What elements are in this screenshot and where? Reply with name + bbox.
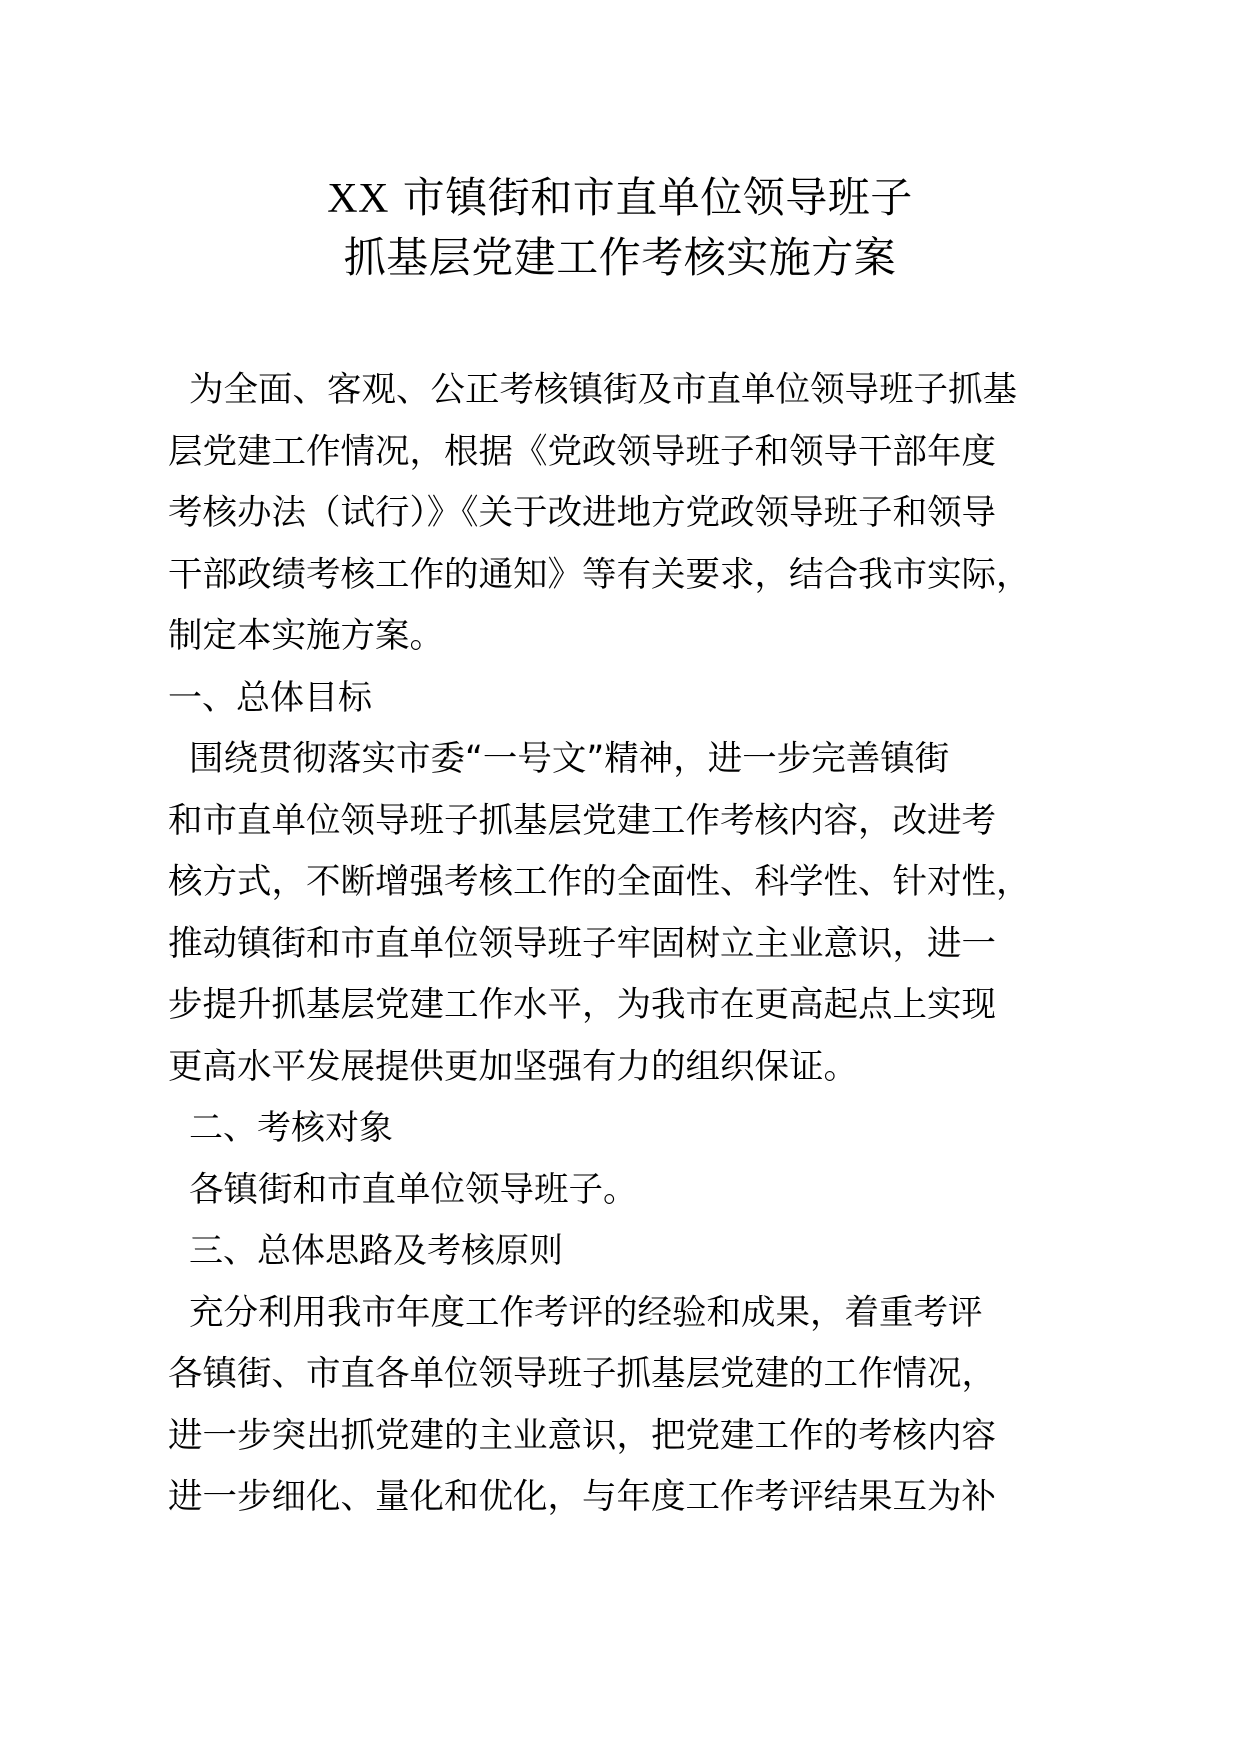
section-heading: 三、总体思路及考核原则: [189, 1231, 563, 1271]
section-heading: 二、考核对象: [189, 1108, 393, 1148]
intro-paragraph: [168, 360, 1068, 668]
paragraph-line: 各镇街和市直单位领导班子。: [189, 1169, 638, 1210]
paragraph-line: 层党建工作情况，根据《党政领导班子和领导干部年度: [168, 431, 996, 472]
paragraph-line: 干部政绩考核工作的通知》等有关要求，结合我市实际，: [168, 554, 1031, 595]
paragraph-line: 核方式，不断增强考核工作的全面性、科学性、针对性，: [168, 862, 1031, 902]
paragraph-line: 制定本实施方案。: [168, 616, 444, 656]
paragraph-line: 考核办法（试行）》《关于改进地方党政领导班子和领导: [168, 493, 996, 533]
section-overall-goal: [168, 668, 1068, 1099]
title-line-1-text: 市镇街和市直单位领导班子: [388, 173, 913, 222]
paragraph-line: 进一步突出抓党建的主业意识，把党建工作的考核内容: [168, 1415, 996, 1456]
section-approach-and-principles: [168, 1221, 1068, 1529]
paragraph-line: 进一步细化、量化和优化，与年度工作考评结果互为补: [168, 1477, 996, 1517]
title-line-1: [0, 168, 1240, 228]
paragraph-line: 步提升抓基层党建工作水平，为我市在更高起点上实现: [168, 985, 996, 1025]
paragraph-line: 更高水平发展提供更加坚强有力的组织保证。: [168, 1046, 858, 1087]
document-body: [168, 360, 1068, 1529]
paragraph-line: 充分利用我市年度工作考评的经验和成果，着重考评: [189, 1292, 983, 1333]
paragraph-line: 围绕贯彻落实市委“一号文”精神，进一步完善镇街: [189, 739, 950, 779]
paragraph-line: 为全面、客观、公正考核镇街及市直单位领导班子抓基: [189, 370, 1017, 410]
paragraph-line: 和市直单位领导班子抓基层党建工作考核内容，改进考: [168, 800, 996, 841]
title-city-placeholder: XX: [327, 176, 389, 222]
title-line-2: 抓基层党建工作考核实施方案: [343, 233, 897, 282]
section-heading: 一、总体目标: [168, 677, 372, 718]
document-title: [0, 168, 1240, 288]
paragraph-line: 推动镇街和市直单位领导班子牢固树立主业意识，进一: [168, 923, 996, 964]
paragraph-line: 各镇街、市直各单位领导班子抓基层党建的工作情况，: [168, 1354, 996, 1394]
section-assessment-targets: [168, 1098, 1068, 1221]
